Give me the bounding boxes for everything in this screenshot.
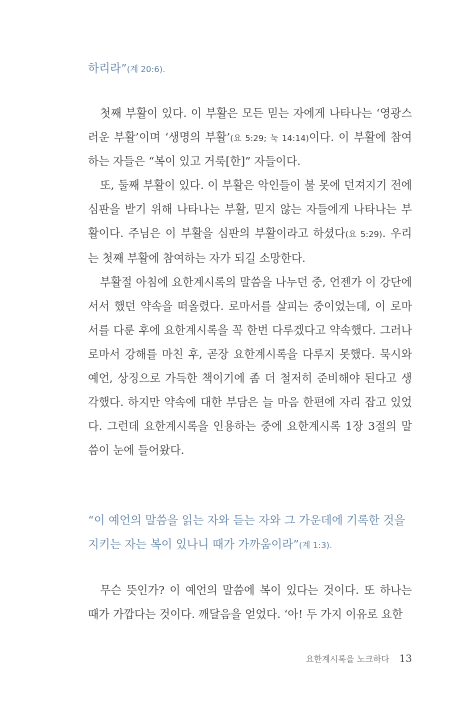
scripture-reference: (계 20:6). xyxy=(126,64,166,74)
scripture-reference: (요 5:29; 눅 14:14) xyxy=(230,133,310,144)
paragraph-easter-morning: 부활절 아침에 요한계시록의 말씀을 나누던 중, 언젠가 이 강단에 서서 했던 약속을 떠올렸다. 로마서를 살피는 중이었는데, 이 로마서를 다룬 후에 요한계시록을 꼭 한번 다루겠다고 약속했다. 그러나 로마서 강해를 마친 후, 곧장 요한계시록을 다루지 못했다. 묵시와 예언, 상징으로 가득한 책이기에 좀 더 철저히 준비해야 된다고 생각했다. 하지만 약속에 대한 부담은 늘 마음 한편에 자리 잡고 있었다. 그런데 요한계시록을 인용하는 중에 요한계시록 1장 3절의 말씀이 눈에 들어왔다. xyxy=(88,275,412,458)
quote-text: “이 예언의 말씀을 읽는 자와 듣는 자와 그 가운데에 기록한 것을 지키는 자는 복이 있나니 때가 가까움이라” xyxy=(88,513,406,551)
paragraph-first-resurrection: 첫째 부활이 있다. 이 부활은 모든 믿는 자에게 나타나는 ‘영광스러운 부활’이며 ‘생명의 부활’(요 5:29; 눅 14:14)이다. 이 부활에 참여하는 자들은 “복이 있고 거룩[한]” 자들이다. xyxy=(88,107,412,169)
scripture-reference: (요 5:29) xyxy=(345,229,383,240)
body-text-bottom xyxy=(88,579,412,627)
quote-text: 하리라” xyxy=(88,61,127,75)
page-footer xyxy=(306,653,412,665)
scripture-quote xyxy=(88,508,412,557)
paragraph-meaning: 무슨 뜻인가? 이 예언의 말씀에 복이 있다는 것이다. 또 하나는 때가 가깝다는 것이다. 깨달음을 얻었다. ‘아! 두 가지 이유로 요한 xyxy=(88,584,412,622)
body-text xyxy=(88,102,412,463)
quote-continuation xyxy=(88,56,412,81)
page-number: 13 xyxy=(399,654,412,665)
paragraph-second-resurrection: 또, 둘째 부활이 있다. 이 부활은 악인들이 불 못에 던져지기 전에 심판을 받기 위해 나타나는 부활, 믿지 않는 자들에게 나타나는 부활이다. 주님은 이 부활을 심판의 부활이라고 하셨다(요 5:29). 우리는 첫째 부활에 참여하는 자가 되길 소망한다. xyxy=(88,179,412,265)
running-title: 요한계시록을 노크하다 xyxy=(305,654,390,664)
scripture-reference: (계 1:3). xyxy=(299,540,333,550)
